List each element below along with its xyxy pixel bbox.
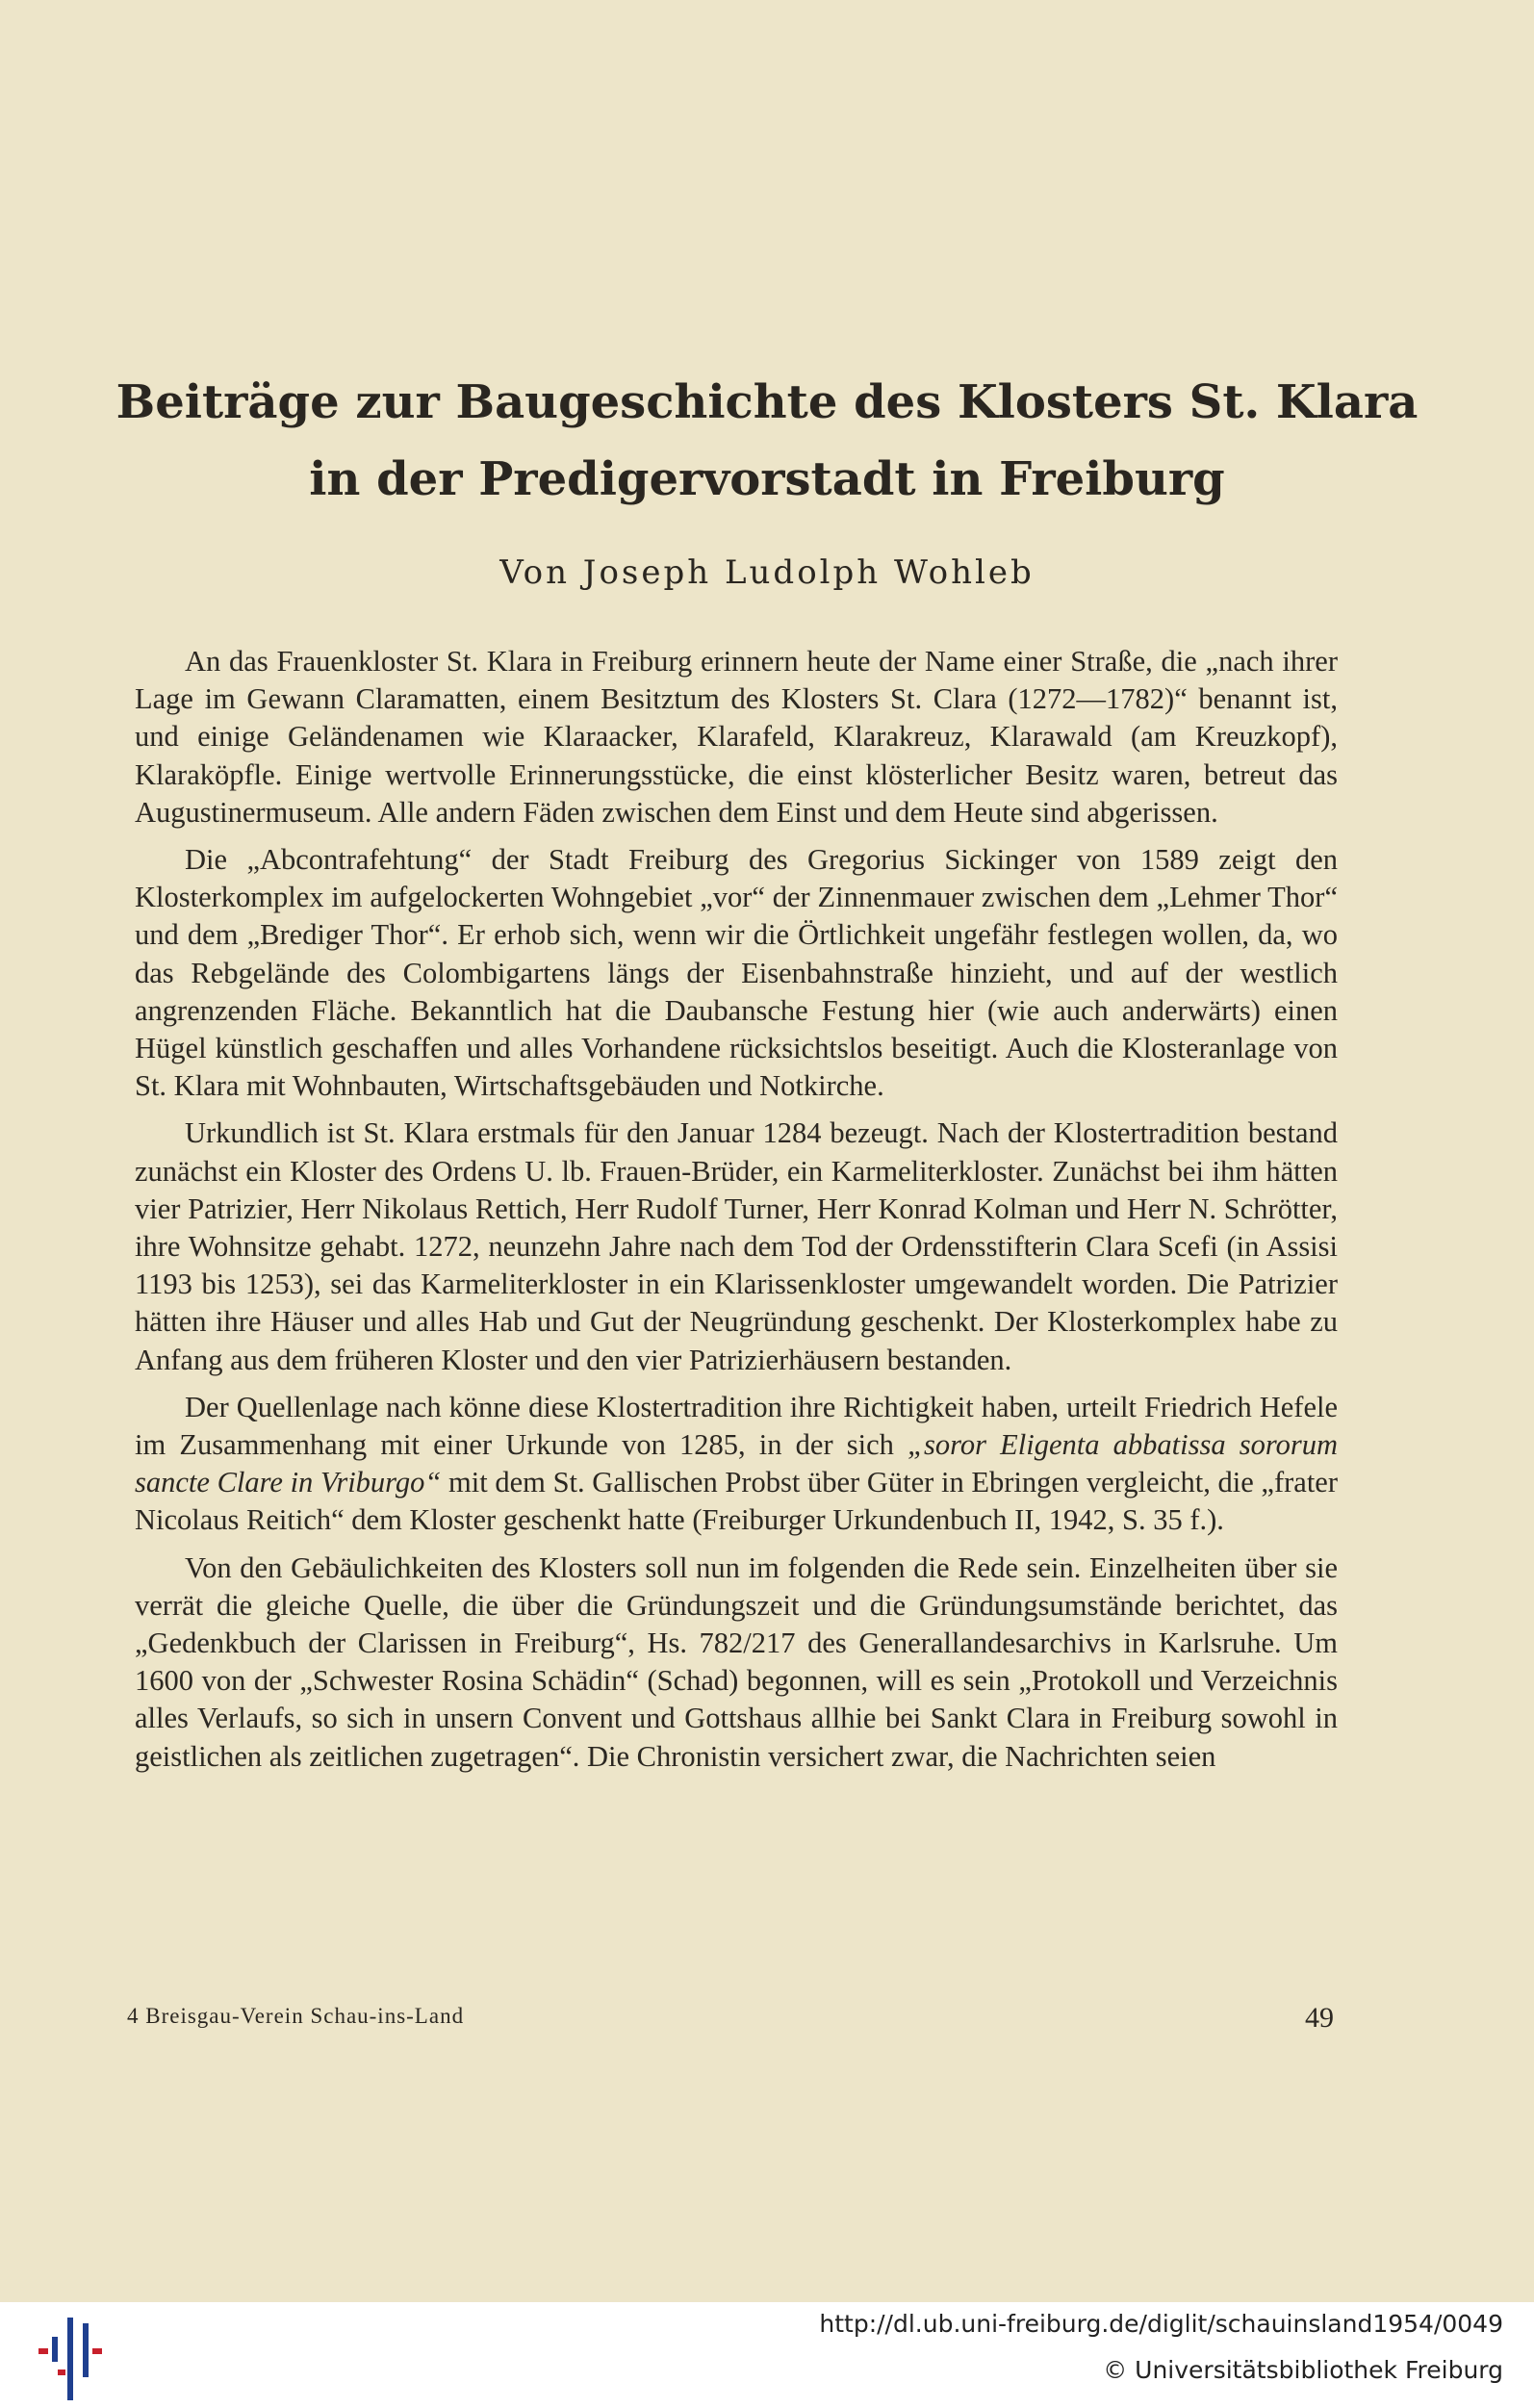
latin-quote: „soror Eligenta abbatissa sororum sancte Clare in Vriburgo“ <box>135 1428 1339 1499</box>
copyright-notice: © Universitätsbibliothek Freiburg <box>1103 2356 1503 2384</box>
footer-signature: 4 Breisgau-Verein Schau-ins-Land <box>127 2004 465 2028</box>
paragraph-2: Die „Abcontrafehtung“ der Stadt Freiburg des Gregorius Sickinger von 1589 zeigt den Klosterkomplex im aufgelockerten Wohngebiet „vor“ der Zinnenmauer zwischen dem „Lehmer Thor“ und dem „Brediger Thor“. Er erhob sich, wenn wir die Örtlichkeit ungefähr festlegen wollen, da, wo das Rebgelände des Colombigartens längs der Eisenbahnstraße hinzieht, und auf der westlich angrenzenden Fläche. Bekanntlich hat die Daubansche Festung hier (wie auch anderwärts) einen Hügel künstlich geschaffen und alles Vorhandene rücksichtslos beseitigt. Auch die Klosteranlage von St. Klara mit Wohnbauten, Wirtschaftsgebäuden und Notkirche. <box>135 843 1338 1103</box>
paragraph-5: Von den Gebäulichkeiten des Klosters soll nun im folgenden die Rede sein. Einzelheiten über sie verrät die gleiche Quelle, die über die Gründungszeit und die Gründungsumstände berichtet, das „Gedenkbuch der Clarissen in Freiburg“, Hs. 782/217 des Generallandesarchivs in Karlsruhe. Um 1600 von der „Schwester Rosina Schädin“ (Schad) begonnen, will es sein „Protokoll und Verzeichnis alles Verlaufs, so sich in unsern Convent und Gottshaus allhie bei Sankt Clara in Freiburg sowohl in geistlichen als zeitlichen zugetragen“. Die Chronistin versichert zwar, die Nachrichten seien <box>135 1550 1338 1773</box>
paragraph-3: Urkundlich ist St. Klara erstmals für den Januar 1284 bezeugt. Nach der Klostertradition bestand zunächst ein Kloster des Ordens U. lb. Frauen-Brüder, ein Karmeliterkloster. Zunächst bei ihm hätten vier Patrizier, Herr Nikolaus Rettich, Herr Rudolf Turner, Herr Konrad Kolman und Herr N. Schrötter, ihre Wohnsitze gehabt. 1272, neunzehn Jahre nach dem Tod der Ordensstifterin Clara Scefi (in Assisi 1193 bis 1253), sei das Karmeliterkloster in ein Klarissenkloster umgewandelt worden. Die Patrizier hätten ihre Häuser und alles Hab und Gut der Neugründung geschenkt. Der Klosterkomplex habe zu Anfang aus dem früheren Kloster und den vier Patrizierhäusern bestanden. <box>135 1116 1338 1376</box>
article-body <box>135 643 1338 1785</box>
article-author: Von Joseph Ludolph Wohleb <box>499 553 1035 592</box>
ub-freiburg-logo-icon <box>38 2310 108 2402</box>
page-number: 49 <box>1305 2002 1334 2034</box>
paragraph-4 <box>135 1389 1338 1540</box>
paragraph-4-text-after: mit dem St. Gallischen Probst über Güter in Ebringen vergleicht, die „frater Nicolaus Reitich“ dem Kloster geschenkt hatte (Freiburger Urkundenbuch II, 1942, S. 35 f.). <box>135 1466 1338 1537</box>
paragraph-1: An das Frauenkloster St. Klara in Freiburg erinnern heute der Name einer Straße, die „nach ihrer Lage im Gewann Claramatten, einem Besitztum des Klosters St. Clara (1272—1782)“ benannt ist, und einige Geländenamen wie Klaraacker, Klarafeld, Klarakreuz, Klarawald (am Kreuzkopf), Klaraköpfle. Einige wertvolle Erinnerungsstücke, die einst klösterlicher Besitz waren, betreut das Augustinermuseum. Alle andern Fäden zwischen dem Einst und dem Heute sind abgerissen. <box>135 645 1338 829</box>
permalink-url[interactable]: http://dl.ub.uni-freiburg.de/diglit/schauinsland1954/0049 <box>819 2310 1503 2338</box>
article-title-line-2: in der Predigervorstadt in Freiburg <box>309 452 1225 506</box>
paragraph-4-text-before: Der Quellenlage nach könne diese Klostertradition ihre Richtigkeit haben, urteilt Friedrich Hefele im Zusammenhang mit einer Urkunde von 1285, in der sich <box>135 1390 1338 1462</box>
article-title-line-1: Beiträge zur Baugeschichte des Klosters St. Klara <box>115 375 1419 429</box>
